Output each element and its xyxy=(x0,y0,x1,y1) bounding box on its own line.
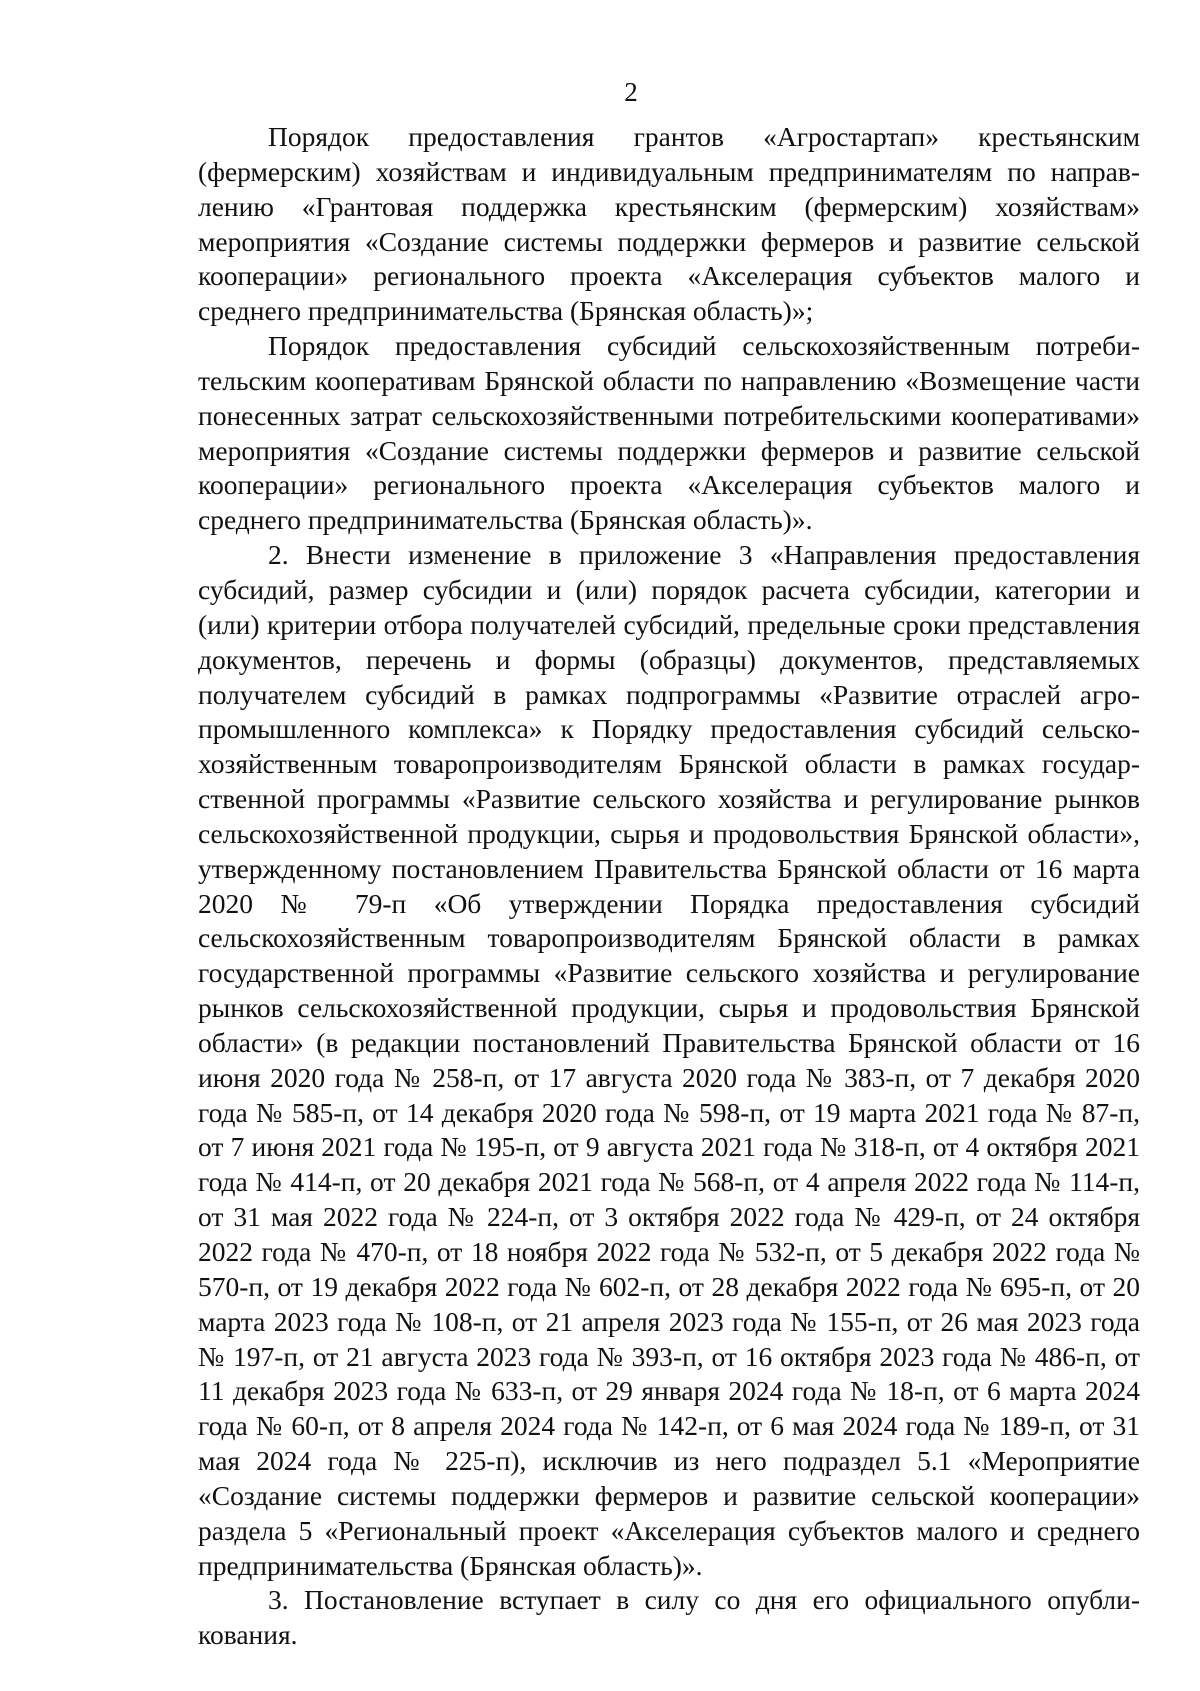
paragraph-cooperative-subsidies: Порядок предоставления субсидий сельскохозяйственным потребительским кооперативам Брянской области по направлению «Возмещение части понесенных затрат сельскохозяйственными потребительскими кооперативами» мероприятия «Создание системы поддержки фермеров и развитие сельской кооперации» регионального проекта «Акселерация субъектов малого и среднего предпринимательства (Брянская область)». xyxy=(198,330,1140,536)
paragraph-clause-2-amendment: 2. Внести изменение в приложение 3 «Направления предоставления субсидий, размер субсидии и (или) порядок расчета субсидии, категории и (или) критерии отбора получателей субсидий, предельные сроки представления документов, перечень и формы (образцы) документов, представляемых получателем субсидий в рамках подпрограммы «Развитие отраслей агропромышленного комплекса» к Порядку предоставления субсидий сельскохозяйственным товаропроизводителям Брянской области в рамках государственной программы «Развитие сельского хозяйства и регулирование рынков сельскохозяйственной продукции, сырья и продовольствия Брянской области», утвержденному постановлением Правительства Брянской области от 16 марта 2020 № 79-п «Об утверждении Порядка предоставления субсидий сельскохозяйственным товаропроизводителям Брянской области в рамках государственной программы «Развитие сельского хозяйства и регулирование рынков сельскохозяйственной продукции, сырья и продовольствия Брянской области» (в редакции постановлений Правительства Брянской области от 16 июня 2020 года № 258-п, от 17 августа 2020 года № 383-п, от 7 декабря 2020 года № 585-п, от 14 декабря 2020 года № 598-п, от 19 марта 2021 года № 87-п, от 7 июня 2021 года № 195-п, от 9 августа 2021 года № 318-п, от 4 октября 2021 года № 414-п, от 20 декабря 2021 года № 568-п, от 4 апреля 2022 года № 114-п, от 31 мая 2022 года № 224-п, от 3 октября 2022 года № 429-п, от 24 октября 2022 года № 470-п, от 18 ноября 2022 года № 532-п, от 5 декабря 2022 года № 570-п, от 19 декабря 2022 года № 602-п, от 28 декабря 2022 года № 695-п, от 20 марта 2023 года № 108-п, от 21 апреля 2023 года № 155-п, от 26 мая 2023 года № 197-п, от 21 августа 2023 года № 393-п, от 16 октября 2023 года № 486-п, от 11 декабря 2023 года № 633-п, от 29 января 2024 года № 18-п, от 6 марта 2024 года № 60-п, от 8 апреля 2024 года № 142-п, от 6 мая 2024 года № 189-п, от 31 мая 2024 года № 225-п), исключив из него подраздел 5.1 «Мероприятие «Создание системы поддержки фермеров и развитие сельской кооперации» раздела 5 «Региональный проект «Акселерация субъектов малого и среднего предпринимательства (Брянская область)». xyxy=(198,539,1140,1581)
document-body xyxy=(198,120,1140,1653)
paragraph-agrostartup-grants: Порядок предоставления грантов «Агростартап» крестьянским (фермерским) хозяйствам и индивидуальным предпринимателям по направлению «Грантовая поддержка крестьянским (фермерским) хозяйствам» мероприятия «Создание системы поддержки фермеров и развитие сельской кооперации» регионального проекта «Акселерация субъектов малого и среднего предпринимательства (Брянская область)»; xyxy=(198,121,1140,327)
page-number: 2 xyxy=(624,77,638,107)
paragraph-clause-3-effective-date: 3. Постановление вступает в силу со дня его официального опубликования. xyxy=(198,1584,1140,1651)
